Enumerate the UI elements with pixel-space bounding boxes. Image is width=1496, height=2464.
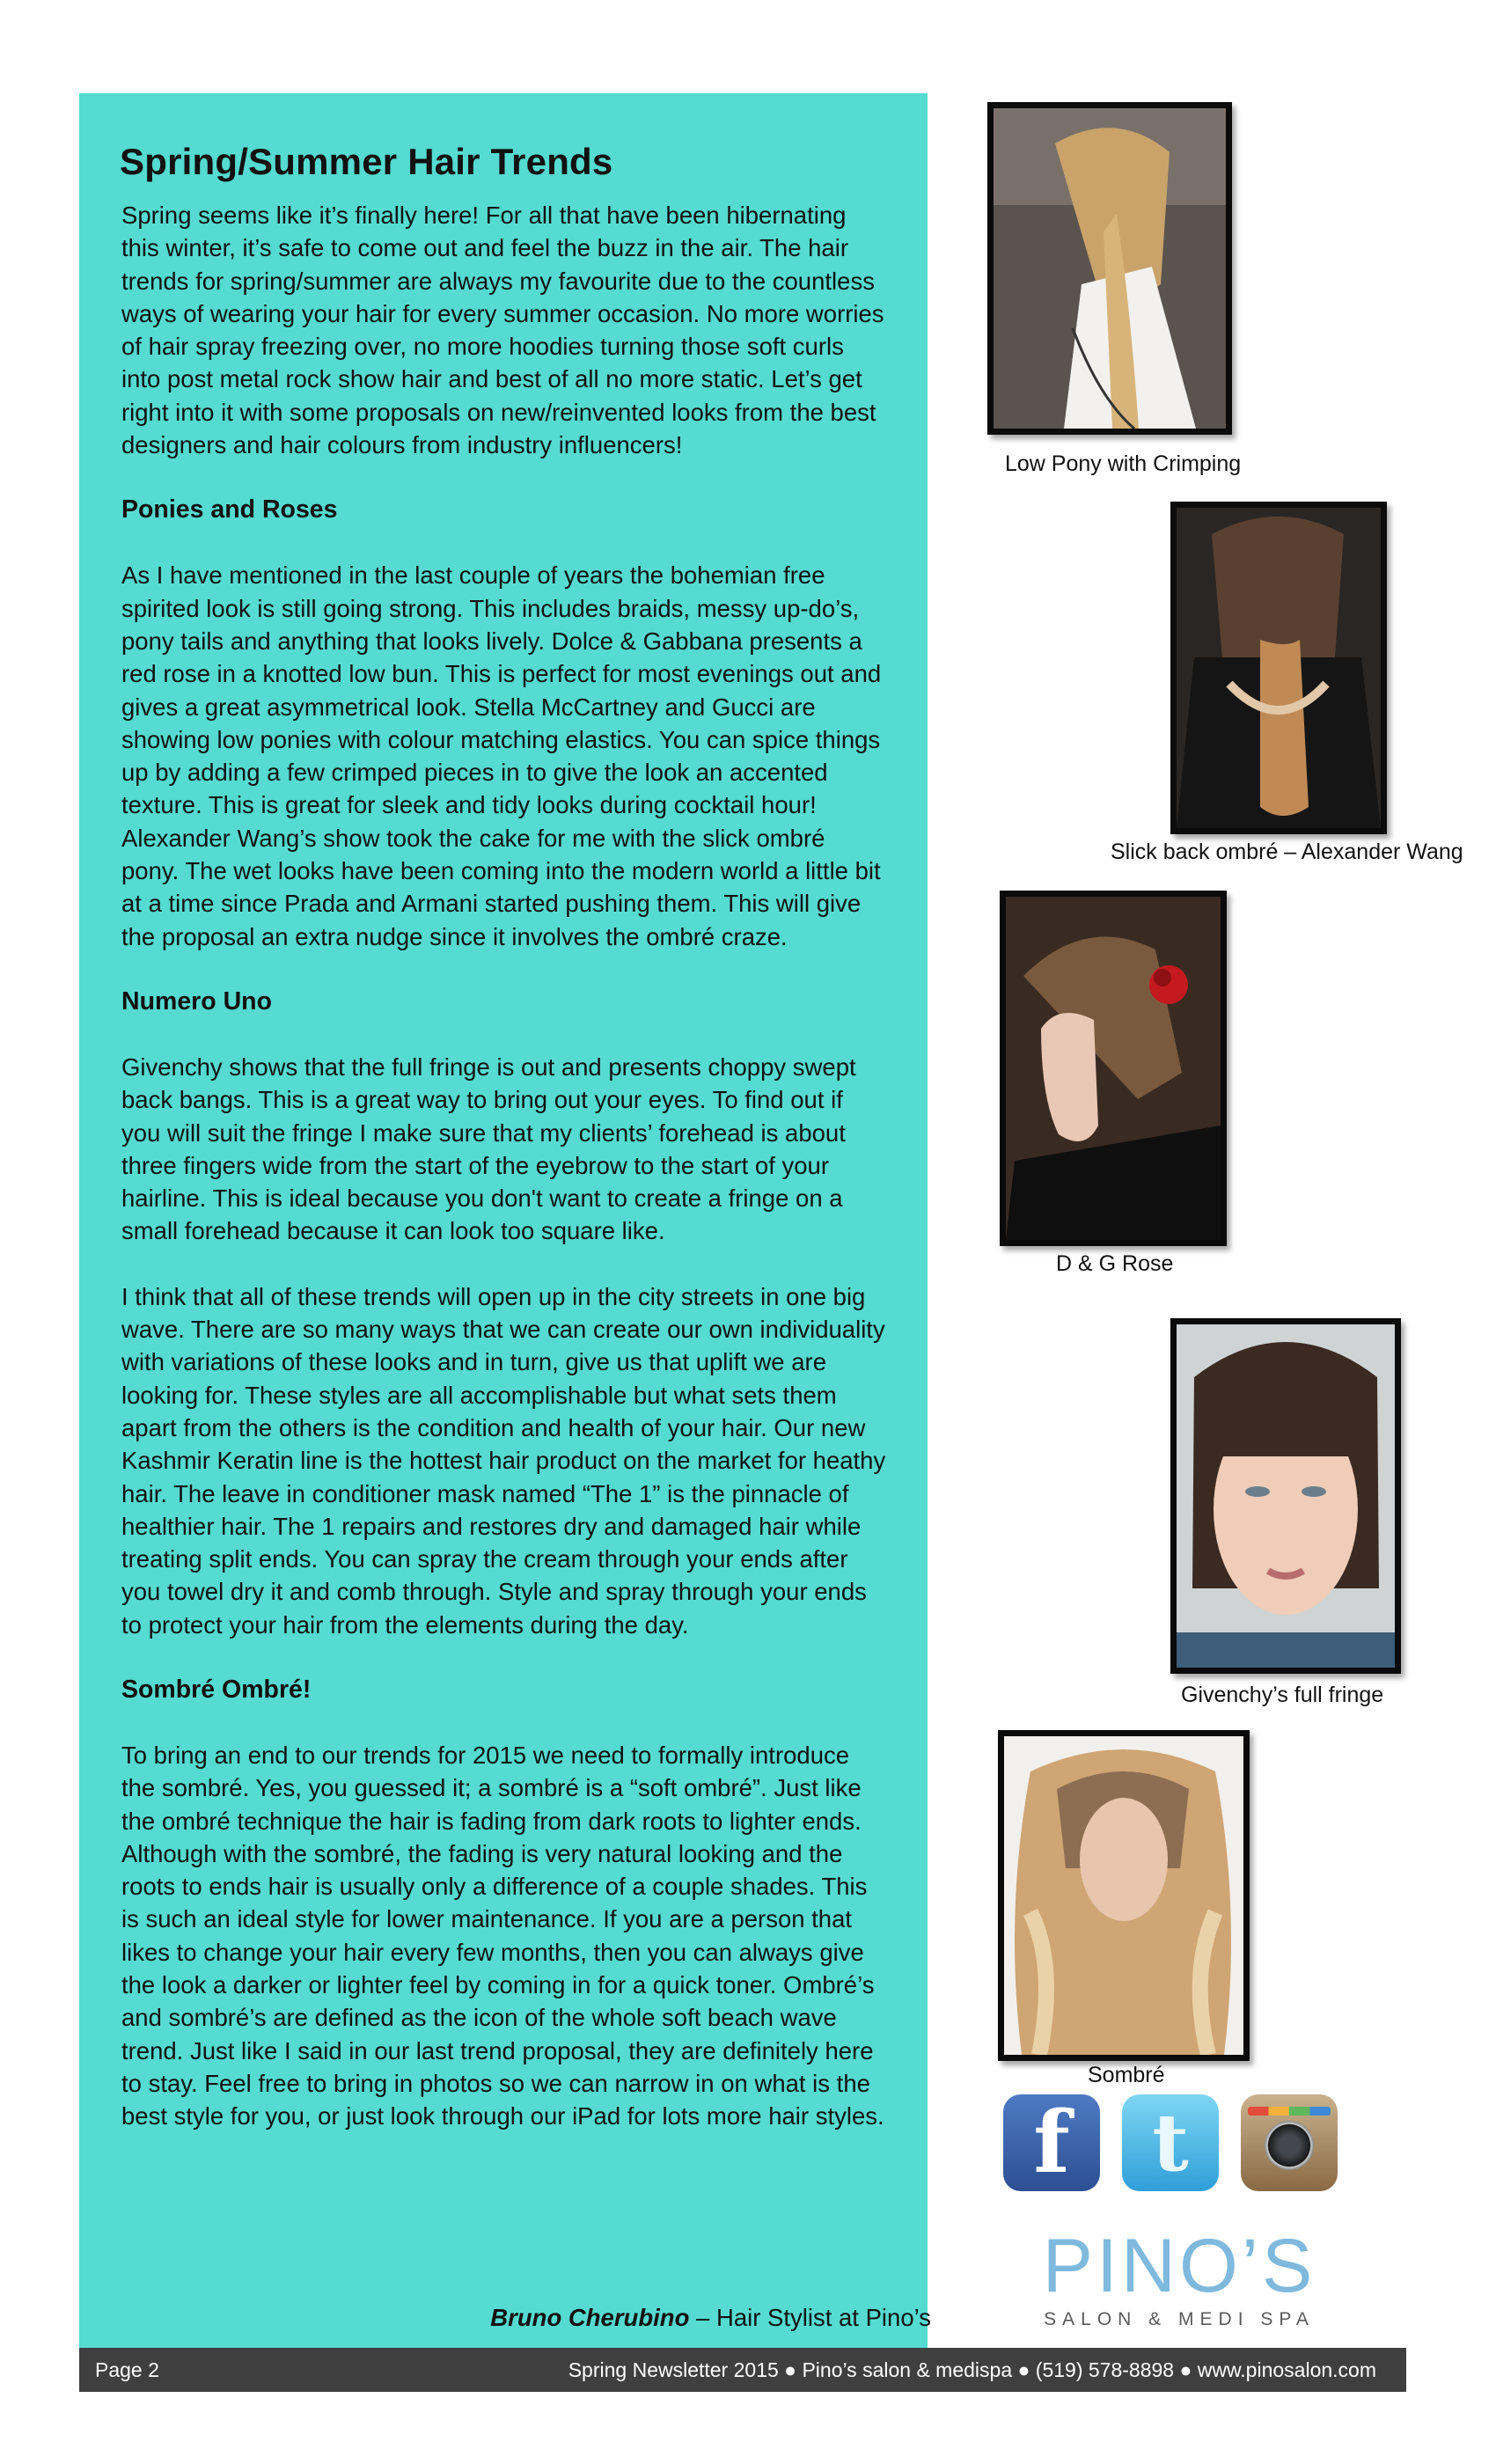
section-text-ponies: As I have mentioned in the last couple of years the bohemian free spirited look is still going strong. This includes braids, messy up-do’s, pony tails and anything that looks lively. Dolce & Gabbana presents a red rose in a knotted low bun. This is perfect for most evenings out and gives a great asymmetrical look. Stella McCartney and Gucci are showing low ponies with colour matching elastics. You can spice things up by adding a few crimped pieces in to give the look an accented texture. This is great for sleek and tidy looks during cocktail hour! Alexander Wang’s show took the cake for me with the slick ombré pony. The wet looks have been coming into the modern world a little bit at a time since Prada and Armani started pushing them. This will give the proposal an extra nudge since it involves the ombré craze.: [121, 561, 882, 950]
twitter-icon[interactable]: t: [1122, 2094, 1219, 2191]
facebook-icon[interactable]: f: [1003, 2094, 1100, 2191]
photo-givenchy-fringe-image: [1177, 1324, 1395, 1668]
section-heading-ponies: Ponies and Roses: [121, 495, 338, 524]
author-byline: [490, 2304, 931, 2332]
intro-paragraph: Spring seems like it’s finally here! For all that have been hibernating this winter, it’s safe to come out and feel the buzz in the air. The hair trends for spring/summer are always my favourite due to the countless ways of wearing your hair for every summer occasion. No more worries of hair spray freezing over, no more hoodies turning those soft curls into post metal rock show hair and best of all no more static. Let’s get right into it with some proposals on new/reinvented looks from the best designers and hair colours from industry influencers!: [121, 202, 884, 459]
instagram-icon[interactable]: [1241, 2094, 1338, 2191]
author-name: Bruno Cherubino: [490, 2304, 690, 2331]
caption-dg-rose: D & G Rose: [1056, 1251, 1174, 1276]
photo-low-pony-image: [994, 108, 1226, 429]
caption-slick-ombre: Slick back ombré – Alexander Wang: [1111, 840, 1463, 864]
caption-low-pony: Low Pony with Crimping: [1005, 451, 1242, 476]
photo-slick-ombre: [1170, 502, 1387, 834]
section-heading-sombre: Sombré Ombré!: [121, 1675, 312, 1704]
photo-sombre-image: [1004, 1736, 1243, 2055]
pinos-logo: [1038, 2226, 1320, 2330]
section-text-numero-uno: Givenchy shows that the full fringe is out and presents choppy swept back bangs. This is a great way to bring out your eyes. To find out if you will suit the fringe I make sure that my clients’ forehead is about three fingers wide from the start of the eyebrow to the start of your hairline. This is ideal because you don't want to create a fringe on a small forehead because it can look too square like.: [121, 1052, 856, 1245]
caption-sombre: Sombré: [1088, 2063, 1165, 2087]
photo-givenchy-fringe: [1170, 1318, 1401, 1674]
photo-low-pony: [987, 102, 1232, 435]
photo-slick-ombre-image: [1177, 508, 1381, 828]
author-role: – Hair Stylist at Pino’s: [689, 2304, 931, 2331]
section-text-trends: I think that all of these trends will open up in the city streets in one big wave. There are so many ways that we can create our own individuality with variations of these looks and in turn, give us that uplift we are looking for. These styles are all accomplishable but what sets them apart from the others is the condition and health of your hair. Our new Kashmir Keratin line is the hottest hair product on the market for heathy hair. The leave in conditioner mask named “The 1” is the pinnacle of healthier hair. The 1 repairs and restores dry and damaged hair while treating split ends. You can spray the cream through your ends after you towel dry it and comb through. Style and spray through your ends to protect your hair from the elements during the day.: [121, 1282, 886, 1639]
logo-tagline: SALON & MEDI SPA: [1044, 2309, 1315, 2329]
section-heading-numero-uno: Numero Uno: [121, 986, 272, 1016]
article: [121, 141, 887, 2166]
section-text-sombre: To bring an end to our trends for 2015 we need to formally introduce the sombré. Yes, you guessed it; a sombré is a “soft ombré”. Just like the ombré technique the hair is fading from dark roots to lighter ends. Although with the sombré, the fading is very natural looking and the roots to ends hair is usually only a difference of a couple shades. This is such an ideal style for lower maintenance. If you are a person that likes to change your hair every few months, then you can always give the look a darker or lighter feel by coming in for a quick toner. Ombré’s and sombré’s are defined as the icon of the whole soft beach wave trend. Just like I said in our last trend proposal, they are definitely here to stay. Feel free to bring in photos so we can narrow in on what is the best style for you, or just look through our iPad for lots more hair styles.: [121, 1741, 884, 2130]
photo-sombre: [998, 1730, 1250, 2061]
caption-givenchy-fringe: Givenchy’s full fringe: [1181, 1683, 1384, 1707]
page-footer: [79, 2348, 1406, 2392]
footer-info: Spring Newsletter 2015 ● Pino’s salon & medispa ● (519) 578-8898 ● www.pinosalon.com: [568, 2358, 1376, 2381]
photo-dg-rose-image: [1006, 897, 1221, 1240]
article-title: Spring/Summer Hair Trends: [120, 141, 613, 182]
logo-name: PINO’S: [1042, 2224, 1316, 2308]
photo-dg-rose: [1000, 891, 1227, 1246]
page-number: Page 2: [95, 2358, 159, 2381]
